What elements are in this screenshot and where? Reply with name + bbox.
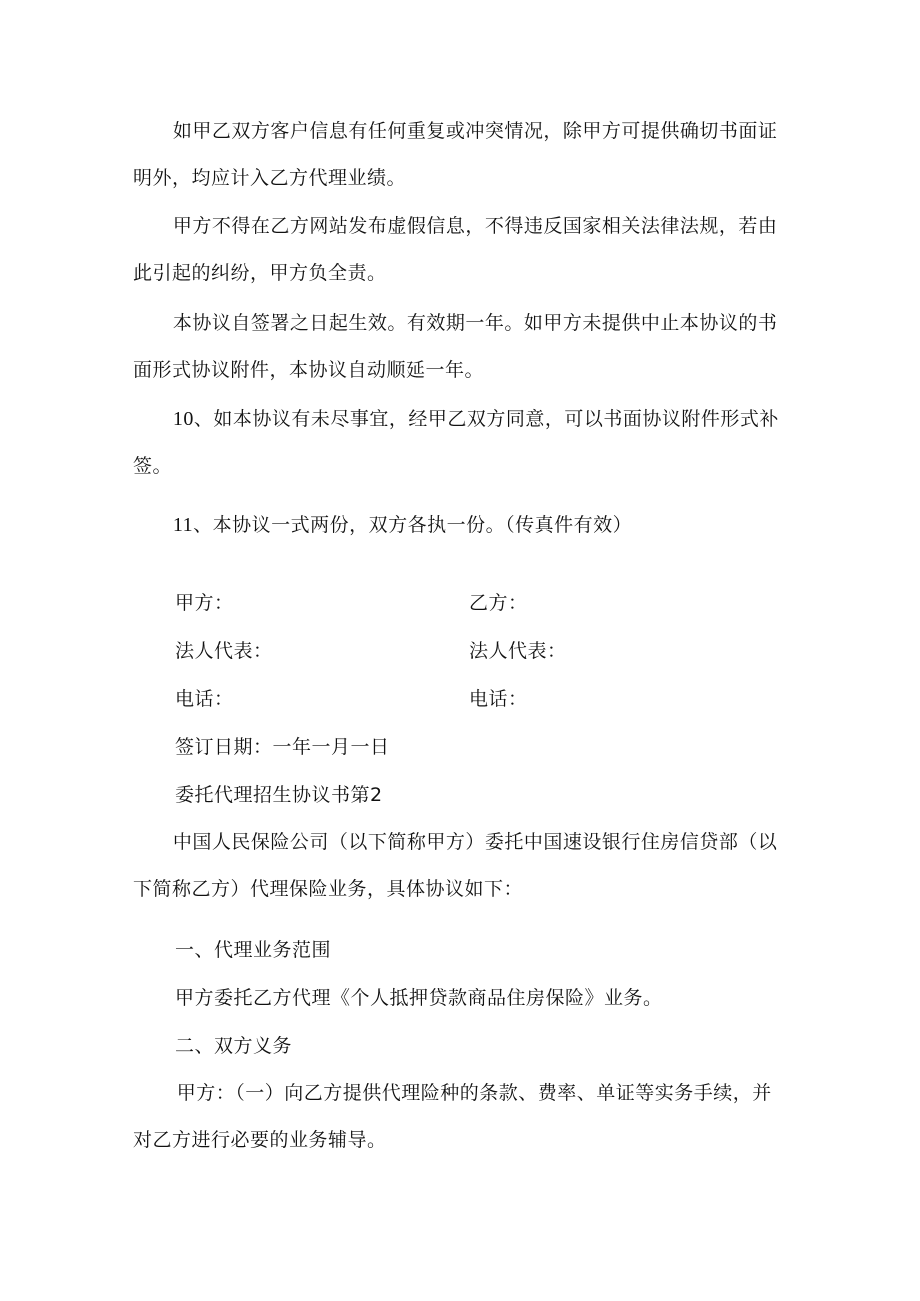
party-b-representative-label: 法人代表： bbox=[469, 640, 567, 662]
section-2-heading: 二、双方义务 bbox=[175, 1035, 293, 1057]
second-document-intro: 中国人民保险公司（以下简称甲方）委托中国速设银行住房信贷部（以下简称乙方）代理保险业务，具体协议如下： bbox=[133, 831, 778, 900]
paragraph-false-info: 甲方不得在乙方网站发布虚假信息，不得违反国家相关法律法规，若由此引起的纠纷，甲方负全责。 bbox=[133, 215, 778, 284]
section-1-text: 甲方委托乙方代理《个人抵押贷款商品住房保险》业务。 bbox=[175, 987, 663, 1009]
sign-date: 签订日期：一年一月一日 bbox=[175, 736, 390, 758]
party-b-label: 乙方： bbox=[469, 592, 528, 614]
party-a-phone-label: 电话： bbox=[175, 688, 234, 710]
clause-number: 11 bbox=[172, 514, 194, 536]
paragraph-clause-11 bbox=[133, 502, 788, 549]
clause-text: 、如本协议有未尽事宜，经甲乙双方同意，可以书面协议附件形式补签。 bbox=[133, 408, 779, 477]
paragraph-customer-conflict: 如甲乙双方客户信息有任何重复或冲突情况，除甲方可提供确切书面证明外，均应计入乙方代理业绩。 bbox=[133, 120, 778, 189]
party-b-phone-label: 电话： bbox=[469, 688, 528, 710]
section-1-heading: 一、代理业务范围 bbox=[175, 939, 332, 961]
paragraph-clause-10 bbox=[133, 396, 788, 490]
party-a-representative-label: 法人代表： bbox=[175, 640, 273, 662]
party-a-label: 甲方： bbox=[175, 592, 234, 614]
paragraph-validity: 本协议自签署之日起生效。有效期一年。如甲方未提供中止本协议的书面形式协议附件，本协议自动顺延一年。 bbox=[133, 312, 778, 381]
section-2-text: 甲方：（一）向乙方提供代理险种的条款、费率、单证等实务手续，并对乙方进行必要的业务辅导。 bbox=[133, 1082, 772, 1151]
second-document-title: 委托代理招生协议书第2 bbox=[175, 784, 383, 806]
clause-text: 、本协议一式两份，双方各执一份。（传真件有效） bbox=[193, 514, 633, 536]
clause-number: 10 bbox=[172, 408, 194, 430]
